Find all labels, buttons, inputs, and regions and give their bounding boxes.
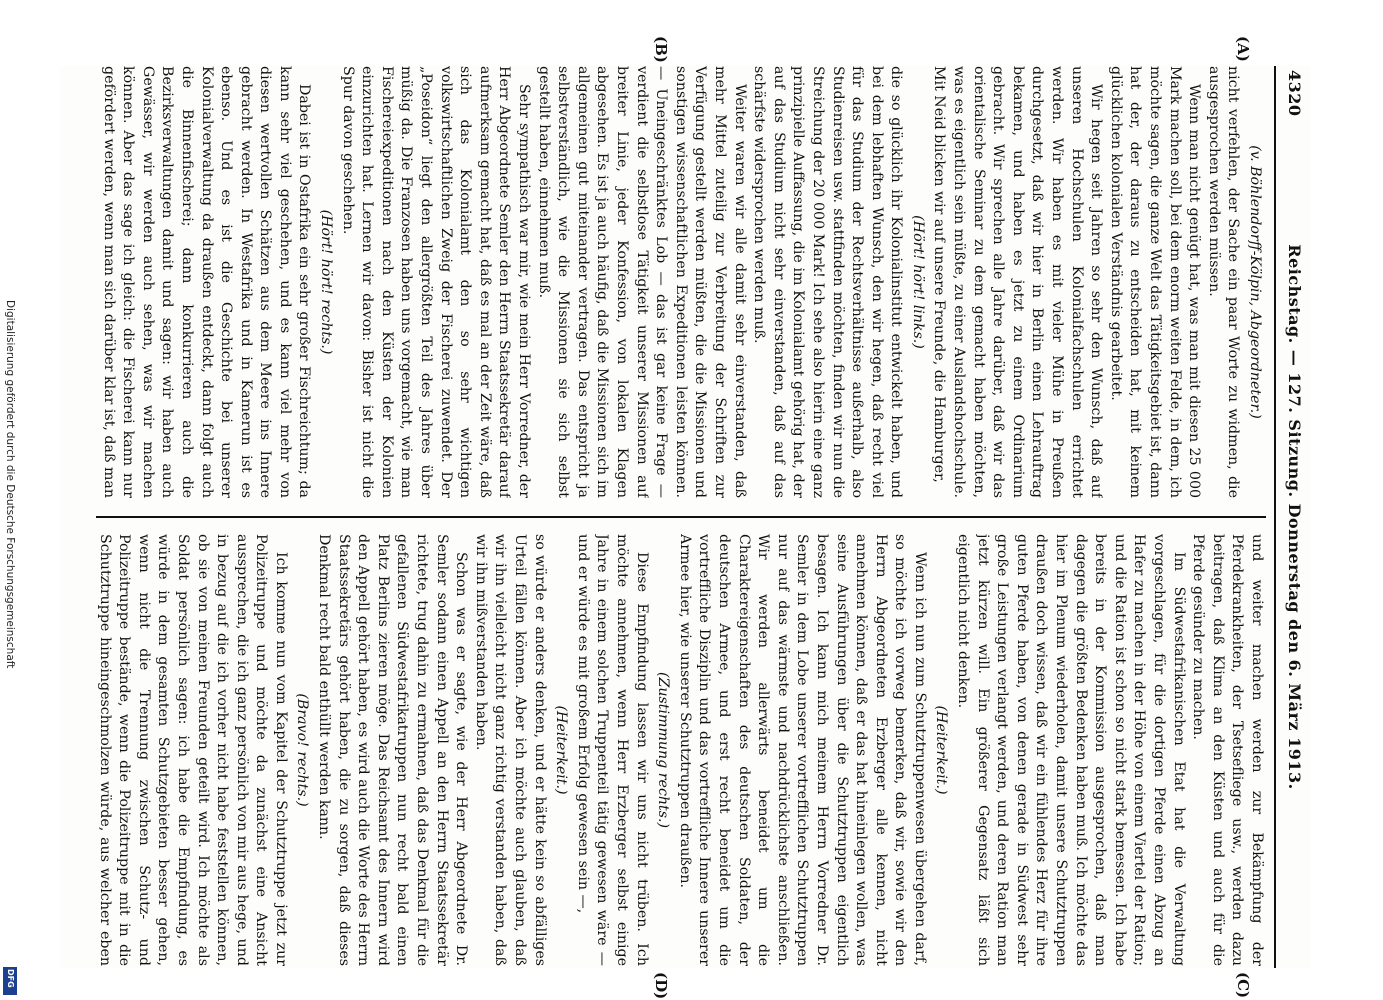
interjection: (Hört! hört! rechts.) xyxy=(318,209,335,355)
dfg-logo-text: DFG xyxy=(6,969,15,988)
interjection: (Hört! hört! links.) xyxy=(909,215,926,349)
page-title: Reichstag. — 127. Sitzung. Donnerstag den 6. März 1913. xyxy=(1285,244,1304,790)
interjection: (Heiterkeit.) xyxy=(933,705,950,795)
margin-marker-a: (A) xyxy=(1234,36,1252,62)
paragraph: Diese Empfindung lassen wir uns nicht trüben. Ich möchte annehmen, wenn Herr Erzberger selbst einige Jahre in einem solchen Truppenteil tätig gewesen wäre — und er würde es mit großem Erfolg gewesen sein —, xyxy=(574,534,650,966)
paragraph: Dabei ist in Ostafrika ein sehr großer Fischreichtum; da kann sehr viel geschehen, und es kann viel mehr von diesen wertvollen Schätzen aus dem Meere ins Innere gebracht werden. In Westafrika und in Kamerun ist es ebenso. Und es ist die Geschichte bei unserer Kolonialverwaltung da draußen entdeckt, dann folgt auch die Binnenfischerei; dann konkurrieren auch die Bezirksverwaltungen damit und sagen: wir haben auch Gewässer, wir werden auch sehen, was wir machen können. Aber das sage ich gleich: die Fischerei kann nur gefördert werden, wenn man sich darüber klar ist, daß man xyxy=(100,66,313,498)
interjection: (Heiterkeit.) xyxy=(553,705,570,795)
paragraph: Weiter waren wir alle damit sehr einverstanden, daß mehr Mittel zuteilig zur Verbreitung der Schriften zur Verfügung gestellt werden müßten, die die Missionen und sonstigen wissenschaftlichen Expeditionen leisten können. — Uneingeschränktes Lob — das ist gar keine Frage — verdient die selbstlose Tätigkeit unserer Missionen auf breiter Linie, jeder Konfession, von lokalen Klagen abgesehen. Es ist ja auch häufig, daß die Missionen sich im allgemeinen gut miteinander vertragen. Das entspricht ja selbstverständlich, wie die Missionen sie sich selbst gestellt haben, einnehmen muß. xyxy=(535,66,748,498)
margin-marker-b: (B) xyxy=(652,36,670,63)
paragraph: die so glücklich ihr Kolonialinstitut entwickelt haben, und bei dem lebhaften Wunsch, den wir hegen, daß recht viel für das Studium der Rechtsverhältnisse außerhalb, also Studienreisen usw. stattfinden möchten, finden wir nun die Streichung der 20 000 Mark! Ich sehe also hierin eine ganz prinzipielle Auffassung, die im Kolonialamt gehörig hat, der auf das Studium nicht sehr einverstanden, daß auf das schärfste widersprochen werden muß. xyxy=(751,66,905,498)
paragraph: Wenn man nicht genügt hat, was man mit diesen 25 000 Mark machen soll, bei dem enorm weiten Felde, in dem, ich möchte sagen, die ganze Welt das Tätigkeitsgebiet ist, dann hat der, der daraus zu entscheiden hat, mit keinem glücklichen kolonialen Verständnis gearbeitet. xyxy=(1107,66,1203,498)
interjection: (Zustimmung rechts.) xyxy=(655,671,672,829)
paragraph: Wir hegen seit Jahren so sehr den Wunsch, daß auf unseren Hochschulen Kolonialfachschulen errichtet werden. Wir haben es mit vieler Mühe in Preußen durchgesetzt, daß wir hier in Berlin einen Lehrauftrag bekamen, und haben es jetzt zu einem Ordinarium gebracht. Wir sprechen alle Jahre darüber, daß wir das orientalische Seminar zu dem gemacht haben möchten, was es eigentlich sein müßte, zu einer Auslandshochschule. Mit Neid blicken wir auf unsere Freunde, die Hamburger, xyxy=(931,66,1105,498)
digitization-credit xyxy=(4,300,18,980)
interjection: (Bravo! rechts.) xyxy=(294,693,311,807)
paragraph: Ich komme nun vom Kapitel der Schutztruppe jetzt zur Polizeitruppe und möchte da zunächst eine Ansicht aussprechen, die ich ganz persönlich von mir aus hege, und in bezug auf die ich vorher nicht habe feststellen können, ob sie von meinen Freunden geteilt wird. Ich möchte als Soldat persönlich sagen: ich habe die Empfindung, es würde in dem gesamten Schutzgebieten besser gehen, wenn nicht die Trennung zwischen Schutz- und Polizeitruppe bestände, wenn die Polizeitruppe mit in die Schutztruppe hineingeschmolzen würde, aus welcher eben xyxy=(96,534,289,966)
paragraph: und weiter machen werden zur Bekämpfung der Pferdekrankheiten, der Tsetsefliege usw., werden dazu beitragen, daß Klima an den Küsten und auch für die Pferde gesünder zu machen. xyxy=(1190,534,1265,966)
margin-marker-c: (C) xyxy=(1234,972,1252,999)
paragraph: Schon was er sagte, wie der Herr Abgeordnete Dr. Semler sodann einen Appell an den Herrn Staatssekretär richtete, trug dahin zu ermahnen, daß das Denkmal für die gefallenen Südwestafrikatruppen nun recht bald einen Platz Berlins zieren möge. Das Reichsamt des Innern wird den Appell gehört haben, es wird auch die Worte des Herrn Staatssekretärs gehört haben, die zu sorgen, daß dieses Denkmal recht bald enthüllt werden kann. xyxy=(316,534,470,966)
column-divider xyxy=(96,516,1266,518)
rotated-page xyxy=(60,36,1310,1000)
header-rule xyxy=(1274,66,1276,968)
speaker-line: (v. Böhlendorff-Kölpin, Abgeordneter.) xyxy=(1247,145,1263,419)
page-header xyxy=(1276,66,1310,968)
digitization-credit-text: Digitalisierung gefördert durch die Deutsche Forschungsgemeinschaft xyxy=(4,300,16,669)
paragraph: Sehr sympathisch war mir, wie mein Herr Vorredner, der Herr Abgeordnete Semler den Herrn Staatssekretär darauf aufmerksam gemacht hat, daß es mal an der Zeit wäre, daß sich das Kolonialamt den so sehr wichtigen volkswirtschaftlichen Zweig der Fischerei zuwendet. Der „Poseidon“ liegt den allergrößten Teil des Jahres über müßig da. Die Franzosen haben uns vorgemacht, wie man Fischereiexpeditionen nach den Küsten der Kolonien einzurichten hat. Lernen wir davon: Bisher ist nicht die Spur davon geschehen. xyxy=(339,66,533,498)
left-column xyxy=(96,66,1266,498)
paragraph: Im Südwestafrikanischen Etat hat die Verwaltung vorgeschlagen, für die dortigen Pferde einen Abzug an Hafer zu machen in der Höhe von einem Viertel der Ration; und die Ration ist schon so nicht stark bemessen. Ich habe bereits in der Kommission ausgesprochen, daß man dagegen die größten Bedenken haben muß. Ich möchte das hier im Plenum wiederholen, damit unsere Schutztruppen draußen doch wissen, daß wir ein fühlendes Herz für ihre guten Pferde haben, von denen gerade in Südwest sehr große Leistungen verlangt werden, und deren Ration man jetzt kürzen will. Ein größerer Gegensatz läßt sich eigentlich nicht denken. xyxy=(955,534,1187,966)
page-number: 4320 xyxy=(1285,70,1304,117)
dfg-logo-icon xyxy=(3,967,17,995)
right-column xyxy=(96,534,1266,966)
paragraph: so würde er anders denken, und er hätte kein so abfälliges Urteil fällen können. Aber ich möchte auch glauben, daß wir ihn vielleicht nicht ganz richtig verstanden haben, daß wir ihn mißverstanden haben. xyxy=(472,534,548,966)
margin-marker-d: (D) xyxy=(652,972,670,1000)
paragraph: Wenn ich nun zum Schutztruppenwesen übergehen darf, so möchte ich vorweg bemerken, daß wir, sowie wir den Herrn Abgeordneten Erzberger alle kennen, nicht annehmen können, daß er das hat hineinlegen wollen, was seine Ausführungen über die Schutztruppen eigentlich besagen. Ich kann mich meinem Herrn Vorredner Dr. Semler in dem Lobe unserer vortrefflichen Schutztruppen nur auf das wärmste und nachdrücklichste anschließen. Wir werden allerwärts beneidet um die Charaktereigenschaften des deutschen Soldaten, der deutschen Armee, und erst recht beneidet um die vortreffliche Disziplin und das vortreffliche Innere unserer Armee hier, wie unserer Schutztruppen draußen. xyxy=(676,534,928,966)
paragraph: nicht verfehlen, der Sache ein paar Worte zu widmen, die ausgesprochen werden müssen. xyxy=(1205,66,1242,498)
